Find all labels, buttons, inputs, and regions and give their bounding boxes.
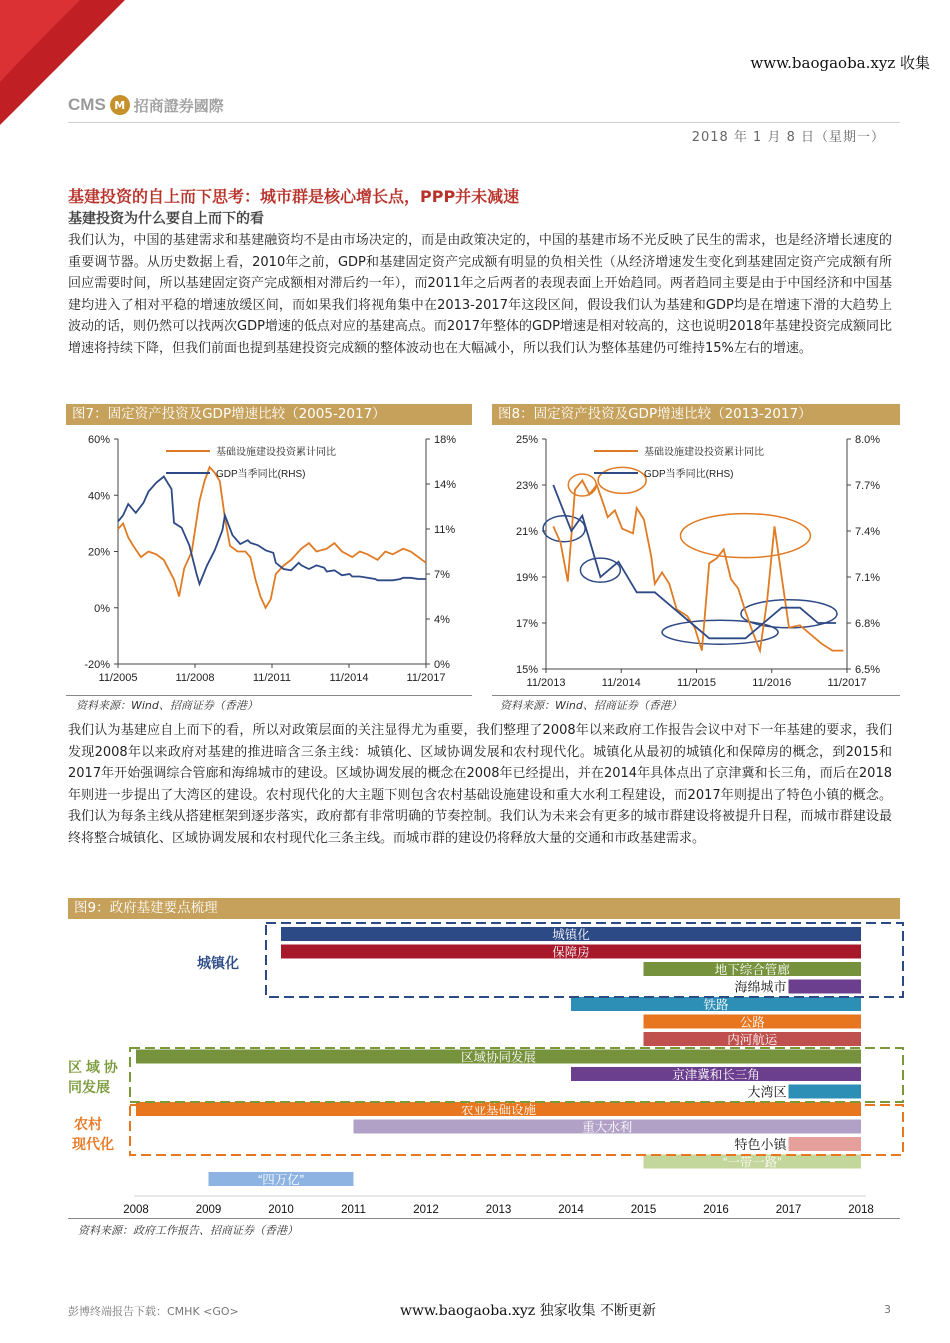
timeline-bar-label: 海绵城市 bbox=[734, 979, 787, 995]
fig8-rule bbox=[492, 695, 900, 696]
right-tick-label: 18% bbox=[434, 434, 457, 446]
right-tick-label: 11% bbox=[434, 524, 456, 536]
fig8-source: 资料来源：Wind、招商证券（香港） bbox=[500, 699, 682, 712]
group-label-rural: 农村 bbox=[74, 1116, 102, 1132]
group-label-region: 区 域 协 bbox=[68, 1059, 118, 1075]
left-tick-label: 60% bbox=[87, 434, 110, 446]
highlight-ellipse bbox=[680, 514, 810, 558]
legend-infra-label: 基础设施建设投资累计同比 bbox=[216, 447, 336, 458]
header-divider bbox=[68, 122, 900, 123]
timeline-bar-label: 特色小镇 bbox=[734, 1137, 787, 1152]
timeline-year-label: 2009 bbox=[195, 1204, 222, 1216]
left-tick-label: 23% bbox=[515, 480, 538, 492]
left-tick-label: 21% bbox=[515, 526, 538, 538]
timeline-year-label: 2018 bbox=[848, 1204, 874, 1216]
logo-badge: M bbox=[110, 95, 130, 115]
timeline-bar-label: “四万亿” bbox=[258, 1173, 304, 1187]
timeline-bar bbox=[789, 980, 862, 994]
left-tick-label: 25% bbox=[515, 434, 538, 446]
timeline-bar-label: 京津冀和长三角 bbox=[672, 1068, 760, 1082]
timeline-bar bbox=[789, 1137, 862, 1151]
highlight-ellipse bbox=[580, 558, 620, 582]
x-tick-label: 11/2013 bbox=[526, 677, 566, 689]
right-tick-label: 7.7% bbox=[855, 480, 881, 492]
fig8-title: 图8：固定资产投资及GDP增速比较（2013-2017） bbox=[492, 404, 900, 425]
timeline-bar-label: 农业基础设施 bbox=[460, 1103, 537, 1117]
infra-series-line bbox=[118, 467, 426, 608]
footer-bloomberg: 彭博终端报告下载：CMHK <GO> bbox=[68, 1305, 239, 1318]
right-tick-label: 6.5% bbox=[855, 664, 881, 676]
timeline-year-label: 2016 bbox=[703, 1204, 729, 1216]
fig8-chart bbox=[492, 425, 900, 693]
fig7-source: 资料来源：Wind、招商证券（香港） bbox=[76, 699, 258, 712]
timeline-year-label: 2015 bbox=[630, 1204, 657, 1216]
timeline-year-label: 2013 bbox=[485, 1204, 512, 1216]
right-tick-label: 8.0% bbox=[855, 434, 881, 446]
timeline-bar-label: 区域协同发展 bbox=[460, 1050, 537, 1065]
right-tick-label: 4% bbox=[434, 614, 450, 626]
page-number: 3 bbox=[884, 1303, 891, 1316]
left-tick-label: 20% bbox=[87, 546, 110, 559]
fig7-rule bbox=[66, 695, 472, 696]
section-title: 基建投资的自上而下思考：城市群是核心增长点，PPP并未减速 bbox=[68, 187, 520, 206]
timeline-year-label: 2014 bbox=[558, 1204, 584, 1216]
fig9-rule bbox=[68, 1218, 900, 1219]
fig9-source: 资料来源：政府工作报告、招商证券（香港） bbox=[78, 1224, 298, 1237]
x-tick-label: 11/2008 bbox=[175, 672, 215, 684]
group-label-urban: 城镇化 bbox=[197, 955, 239, 971]
group-label-rural: 现代化 bbox=[72, 1136, 114, 1152]
timeline-year-label: 2010 bbox=[268, 1204, 294, 1216]
x-tick-label: 11/2014 bbox=[329, 672, 369, 684]
group-label-region: 同发展 bbox=[68, 1079, 110, 1095]
timeline-year-label: 2012 bbox=[413, 1204, 439, 1216]
timeline-bar-label: 保障房 bbox=[552, 945, 590, 960]
company-logo bbox=[68, 92, 224, 118]
site-watermark-top: www.baogaoba.xyz 收集 bbox=[750, 54, 930, 72]
fig7-title: 图7：固定资产投资及GDP增速比较（2005-2017） bbox=[66, 404, 472, 425]
timeline-bar-label: 内河航运 bbox=[727, 1033, 778, 1047]
x-tick-label: 11/2016 bbox=[752, 677, 792, 689]
right-tick-label: 0% bbox=[434, 659, 450, 671]
report-date: 2018 年 1 月 8 日（星期一） bbox=[691, 130, 885, 145]
x-tick-label: 11/2011 bbox=[252, 672, 292, 684]
legend-infra-label: 基础设施建设投资累计同比 bbox=[644, 447, 764, 458]
right-tick-label: 7.1% bbox=[855, 572, 881, 584]
right-tick-label: 7% bbox=[434, 569, 450, 581]
timeline-year-label: 2017 bbox=[775, 1204, 802, 1216]
footer-watermark: www.baogaoba.xyz 独家收集 不断更新 bbox=[400, 1303, 657, 1319]
x-tick-label: 11/2005 bbox=[98, 672, 138, 684]
fig9-timeline bbox=[66, 920, 906, 1218]
section-subtitle: 基建投资为什么要自上而下的看 bbox=[68, 211, 264, 227]
legend-gdp-label: GDP当季同比(RHS) bbox=[216, 469, 306, 480]
logo-chinese: 招商證券國際 bbox=[133, 96, 224, 115]
left-tick-label: 15% bbox=[515, 664, 538, 676]
right-tick-label: 14% bbox=[434, 479, 457, 491]
x-tick-label: 11/2014 bbox=[601, 677, 641, 689]
timeline-bar-label: 城镇化 bbox=[552, 928, 590, 942]
highlight-ellipse bbox=[598, 467, 646, 493]
left-tick-label: 17% bbox=[515, 618, 538, 630]
gdp-series-line bbox=[553, 485, 836, 638]
x-tick-label: 11/2017 bbox=[406, 672, 446, 684]
timeline-bar-label: 铁路 bbox=[703, 998, 729, 1012]
timeline-bar-label: “一带一路” bbox=[723, 1155, 782, 1170]
paragraph-1: 我们认为，中国的基建需求和基建融资均不是由市场决定的，而是由政策决定的，中国的基建市场不光反映了民生的需求，也是经济增长速度的重要调节器。从历史数据上看，2010年之前，GDP和基建固定资产完成额有明显的负相关性（从经济增速发生变化到基建固定资产完成额有所回应需要时间，所以基建固定资产完成额相对滞后约一年），而2011年之后两者的表现表面上开始趋同。两者趋同主要是由于中国经济和中国基建均进入了相对平稳的增速放缓区间，而如果我们将视角集中在2013-2017年这段区间，假设我们认为基建和GDP均是在增速下滑的大趋势上波动的话，则仍然可以找两次GDP增速的低点对应的基建高点。而2017年整体的GDP增速是相对较高的，这也说明2018年基建投资完成额同比增速将持续下降，但我们前面也提到基建投资完成额的整体波动也在大幅减小，所以我们认为整体基建仍可维持15%左右的增速。 bbox=[68, 233, 893, 356]
x-tick-label: 11/2017 bbox=[827, 677, 867, 689]
timeline-bar bbox=[789, 1085, 862, 1099]
highlight-ellipse bbox=[568, 474, 596, 496]
left-tick-label: 0% bbox=[94, 602, 110, 615]
timeline-bar-label: 地下综合管廊 bbox=[714, 963, 790, 977]
timeline-bar-label: 公路 bbox=[739, 1015, 765, 1030]
fig7-chart bbox=[66, 425, 472, 693]
logo-latin: CMS bbox=[68, 95, 106, 114]
timeline-bar-label: 重大水利 bbox=[582, 1120, 633, 1135]
left-tick-label: -20% bbox=[84, 659, 110, 671]
left-tick-label: 40% bbox=[87, 490, 110, 503]
timeline-bar-label: 大湾区 bbox=[747, 1084, 787, 1100]
timeline-year-label: 2011 bbox=[341, 1204, 366, 1216]
left-tick-label: 19% bbox=[515, 572, 538, 584]
gdp-series-line bbox=[118, 477, 426, 585]
paragraph-2: 我们认为基建应自上而下的看，所以对政策层面的关注显得尤为重要，我们整理了2008年以来政府工作报告会议中对下一年基建的要求，我们发现2008年以来政府对基建的推进暗含三条主线：城镇化、区域协调发展和农村现代化。城镇化从最初的城镇化和保障房的概念，到2015和2017年开始强调综合管廊和海绵城市的建设。区域协调发展的概念在2008年已经提出，并在2014年具体点出了京津冀和长三角，而后在2018年则进一步提出了大湾区的建设。农村现代化的大主题下则包含农村基础设施建设和重大水利工程建设，而2017年则提出了特色小镇的概念。我们认为每条主线从搭建框架到逐步落实，政府都有非常明确的节奏控制。我们认为未来会有更多的城市群建设将被提升日程，而城市群建设最终将整合城镇化、区域协调发展和农村现代化三条主线。而城市群的建设仍将释放大量的交通和市政基建需求。 bbox=[68, 723, 892, 846]
legend-gdp-label: GDP当季同比(RHS) bbox=[644, 469, 734, 480]
timeline-year-label: 2008 bbox=[123, 1204, 149, 1216]
x-tick-label: 11/2015 bbox=[677, 677, 716, 689]
right-tick-label: 6.8% bbox=[855, 618, 881, 630]
right-tick-label: 7.4% bbox=[855, 526, 881, 538]
fig9-title: 图9：政府基建要点梳理 bbox=[68, 898, 900, 919]
